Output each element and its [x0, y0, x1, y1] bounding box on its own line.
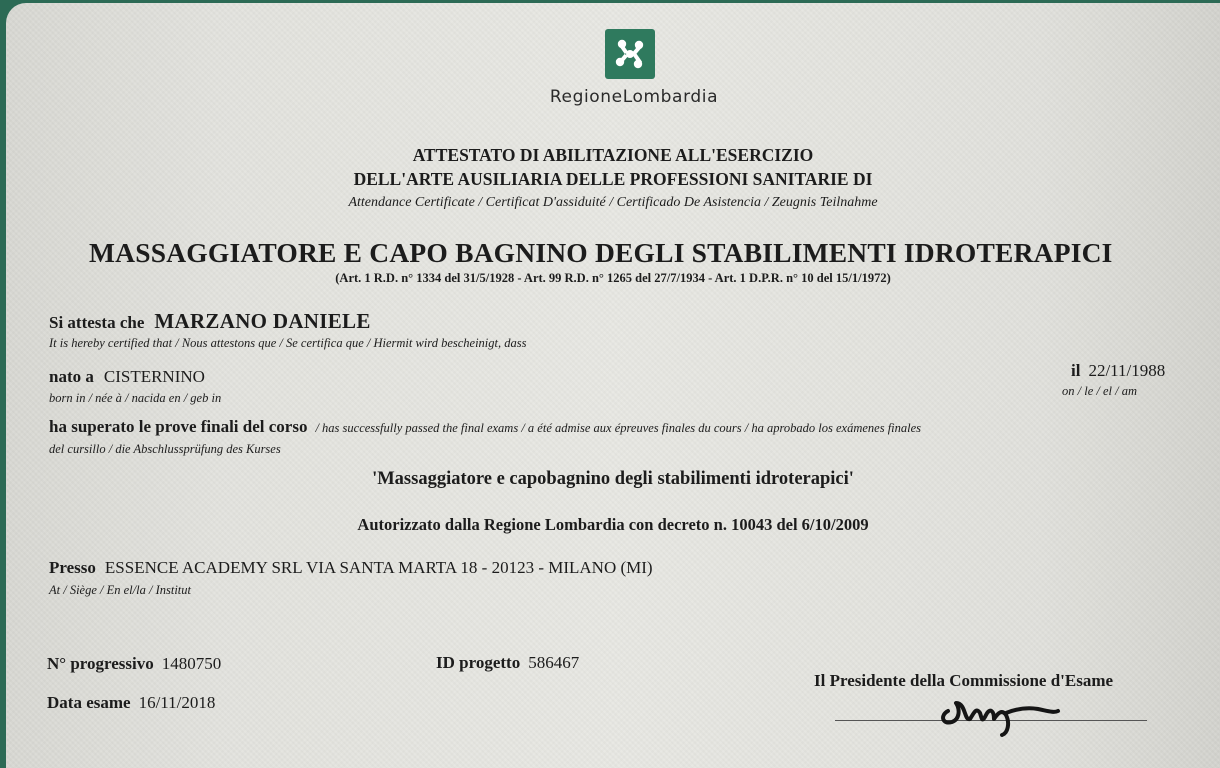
institute-value: ESSENCE ACADEMY SRL VIA SANTA MARTA 18 - 20123 - MILANO (MI) [104, 558, 653, 577]
project-value: 586467 [528, 653, 580, 672]
profession-title: MASSAGGIATORE E CAPO BAGNINO DEGLI STABILIMENTI IDROTERAPICI [89, 237, 1113, 268]
exam-date-value: 16/11/2018 [138, 693, 216, 712]
institute-label: Presso [49, 558, 96, 577]
course-translations-1: / has successfully passed the final exams / a été admise aux épreuves finales du cours / ha aprobado los exámenes finales [315, 421, 922, 435]
logo-text: RegioneLombardia [549, 87, 719, 107]
birth-place-label: nato a [49, 367, 94, 386]
regione-lombardia-logo-icon [605, 29, 655, 79]
authorization: Autorizzato dalla Regione Lombardia con decreto n. 10043 del 6/10/2009 [357, 515, 869, 534]
course-name: 'Massaggiatore e capobagnino degli stabilimenti idroterapici' [372, 469, 854, 489]
birth-date-label: il [1071, 361, 1081, 380]
progressive-row [47, 654, 221, 674]
project-row [436, 653, 579, 673]
title-line-2: DELL'ARTE AUSILIARIA DELLE PROFESSIONI SANITARIE DI [353, 169, 873, 189]
course-row [49, 417, 921, 437]
birth-date-row [1071, 361, 1165, 381]
birth-place-value: CISTERNINO [103, 367, 205, 386]
institute-translations: At / Siège / En el/la / Institut [49, 583, 191, 597]
exam-date-label: Data esame [47, 693, 131, 712]
progressive-label: N° progressivo [47, 654, 154, 673]
signature-icon [936, 689, 1076, 739]
certified-name: MARZANO DANIELE [154, 309, 371, 333]
birth-date-value: 22/11/1988 [1088, 361, 1166, 380]
certificate-paper [6, 3, 1220, 768]
president-label: Il Presidente della Commissione d'Esame [814, 671, 1114, 690]
title-line-1: ATTESTATO DI ABILITAZIONE ALL'ESERCIZIO [412, 145, 814, 165]
certified-translations: It is hereby certified that / Nous attestons que / Se certifica que / Hiermit wird bescheinigt, dass [49, 336, 527, 350]
certified-label: Si attesta che [49, 313, 145, 332]
birth-date-translations: on / le / el / am [1062, 384, 1137, 398]
institute-row [49, 558, 653, 578]
title-translations: Attendance Certificate / Certificat D'assiduité / Certificado De Asistencia / Zeugnis Teilnahme [348, 195, 878, 210]
birth-place-row [49, 367, 205, 387]
certified-row [49, 309, 371, 334]
progressive-value: 1480750 [161, 654, 222, 673]
exam-date-row [47, 693, 215, 713]
project-label: ID progetto [436, 653, 521, 672]
legal-references: (Art. 1 R.D. n° 1334 del 31/5/1928 - Art. 99 R.D. n° 1265 del 27/7/1934 - Art. 1 D.P.R. n° 10 del 15/1/1972) [335, 271, 891, 285]
course-label: ha superato le prove finali del corso [49, 417, 308, 436]
course-translations-2: del cursillo / die Abschlussprüfung des Kurses [49, 442, 281, 456]
birth-place-translations: born in / née à / nacida en / geb in [49, 391, 222, 405]
